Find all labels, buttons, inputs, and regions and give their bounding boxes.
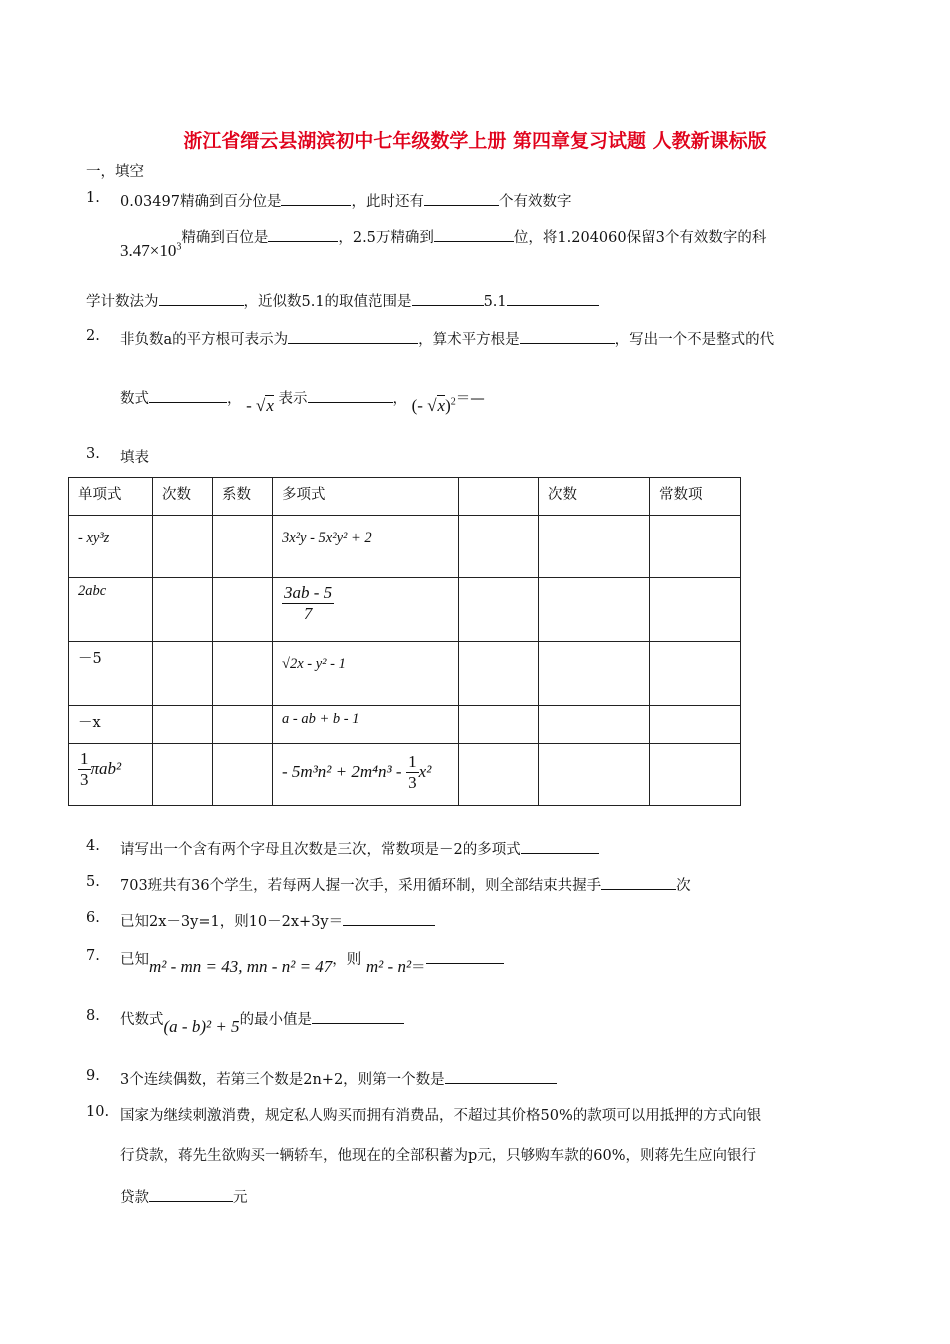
table-row [69,744,741,806]
polynomial-cell: $\frac{3ab - 5}{7}$ [273,578,459,642]
question-number: 10. [86,1104,110,1120]
monomial-cell: －5 [69,642,153,706]
scientific-notation: $3.47\times 10^3$ [120,241,182,260]
header-polynomial: 多项式 [273,478,459,516]
neg-sqrt-x-squared: (- √x)$^2$ [411,396,456,415]
header-monomial: 单项式 [69,478,153,516]
question-2-line-1: 非负数a的平方根可表示为 ，算术平方根是 ，写出一个不是整式的代 [120,328,774,349]
question-number: 1. [86,190,100,206]
question-2-line-2: 数式 ， - √x 表示 ， (- √x)$^2$＝— [120,387,485,408]
monomial-cell: $\frac{1}{3}$ πab² [69,744,153,806]
header-blank [459,478,539,516]
fill-table [68,477,741,806]
section-heading: 一，填空 [86,164,144,180]
header-constant: 常数项 [650,478,741,516]
polynomial-cell: 3x²y - 5x²y² + 2 [273,516,459,578]
header-degree: 次数 [153,478,213,516]
question-1-line-2: $3.47\times 10^3$精确到百位是 ，2.5万精确到 位，将1.204060保留3个有效数字的科 [120,226,766,247]
neg-sqrt-x: - √x [246,396,274,415]
question-4-text: 请写出一个含有两个字母且次数是三次，常数项是－2的多项式 [120,838,599,859]
question-10-line-2: 行贷款，蒋先生欲购买一辆轿车，他现在的全部积蓄为p元，只够购车款的60%，则蒋先生应向银行 [120,1148,757,1164]
question-number: 8. [86,1008,100,1024]
table-row [69,516,741,578]
question-number: 9. [86,1068,100,1084]
table-header-row [69,478,741,516]
question-9-text: 3个连续偶数，若第三个数是2n+2，则第一个数是 [120,1068,557,1089]
question-7-text: 已知m² - mn = 43, mn - n² = 47，则 m² - n²＝ [120,948,504,969]
header-coefficient: 系数 [213,478,273,516]
question-number: 7. [86,948,100,964]
question-10-line-1: 国家为继续刺激消费，规定私人购买而拥有消费品，不超过其价格50%的款项可以用抵押的方式向银 [120,1108,762,1124]
polynomial-cell: a - ab + b - 1 [273,706,459,744]
question-number: 3. [86,446,100,462]
question-10-line-3: 贷款 元 [120,1186,248,1207]
question-number: 5. [86,874,100,890]
question-6-text: 已知2x－3y=1，则10－2x+3y＝ [120,910,435,931]
table-row [69,706,741,744]
question-1-line-3: 学计数法为 ，近似数5.1的取值范围是 5.1 [86,290,599,311]
question-8-text: 代数式(a - b)² + 5的最小值是 [120,1008,404,1029]
monomial-cell: －x [69,706,153,744]
question-number: 2. [86,328,100,344]
monomial-cell: 2abc [69,578,153,642]
question-number: 6. [86,910,100,926]
monomial-cell: - xy³z [69,516,153,578]
polynomial-cell: √2x - y² - 1 [273,642,459,706]
polynomial-cell: - 5m³n² + 2m⁴n³ - $\frac{1}{3}$ x² [273,744,459,806]
header-poly-degree: 次数 [539,478,650,516]
question-3-label: 填表 [120,450,149,466]
table-row [69,578,741,642]
page-title: 浙江省缙云县湖滨初中七年级数学上册 第四章复习试题 人教新课标版 [183,130,767,152]
question-5-text: 703班共有36个学生，若每两人握一次手，采用循环制，则全部结束共握手 次 [120,874,691,895]
question-number: 4. [86,838,100,854]
table-row [69,642,741,706]
question-1-line-1: 0.03497精确到百分位是 ，此时还有 个有效数字 [120,190,571,211]
